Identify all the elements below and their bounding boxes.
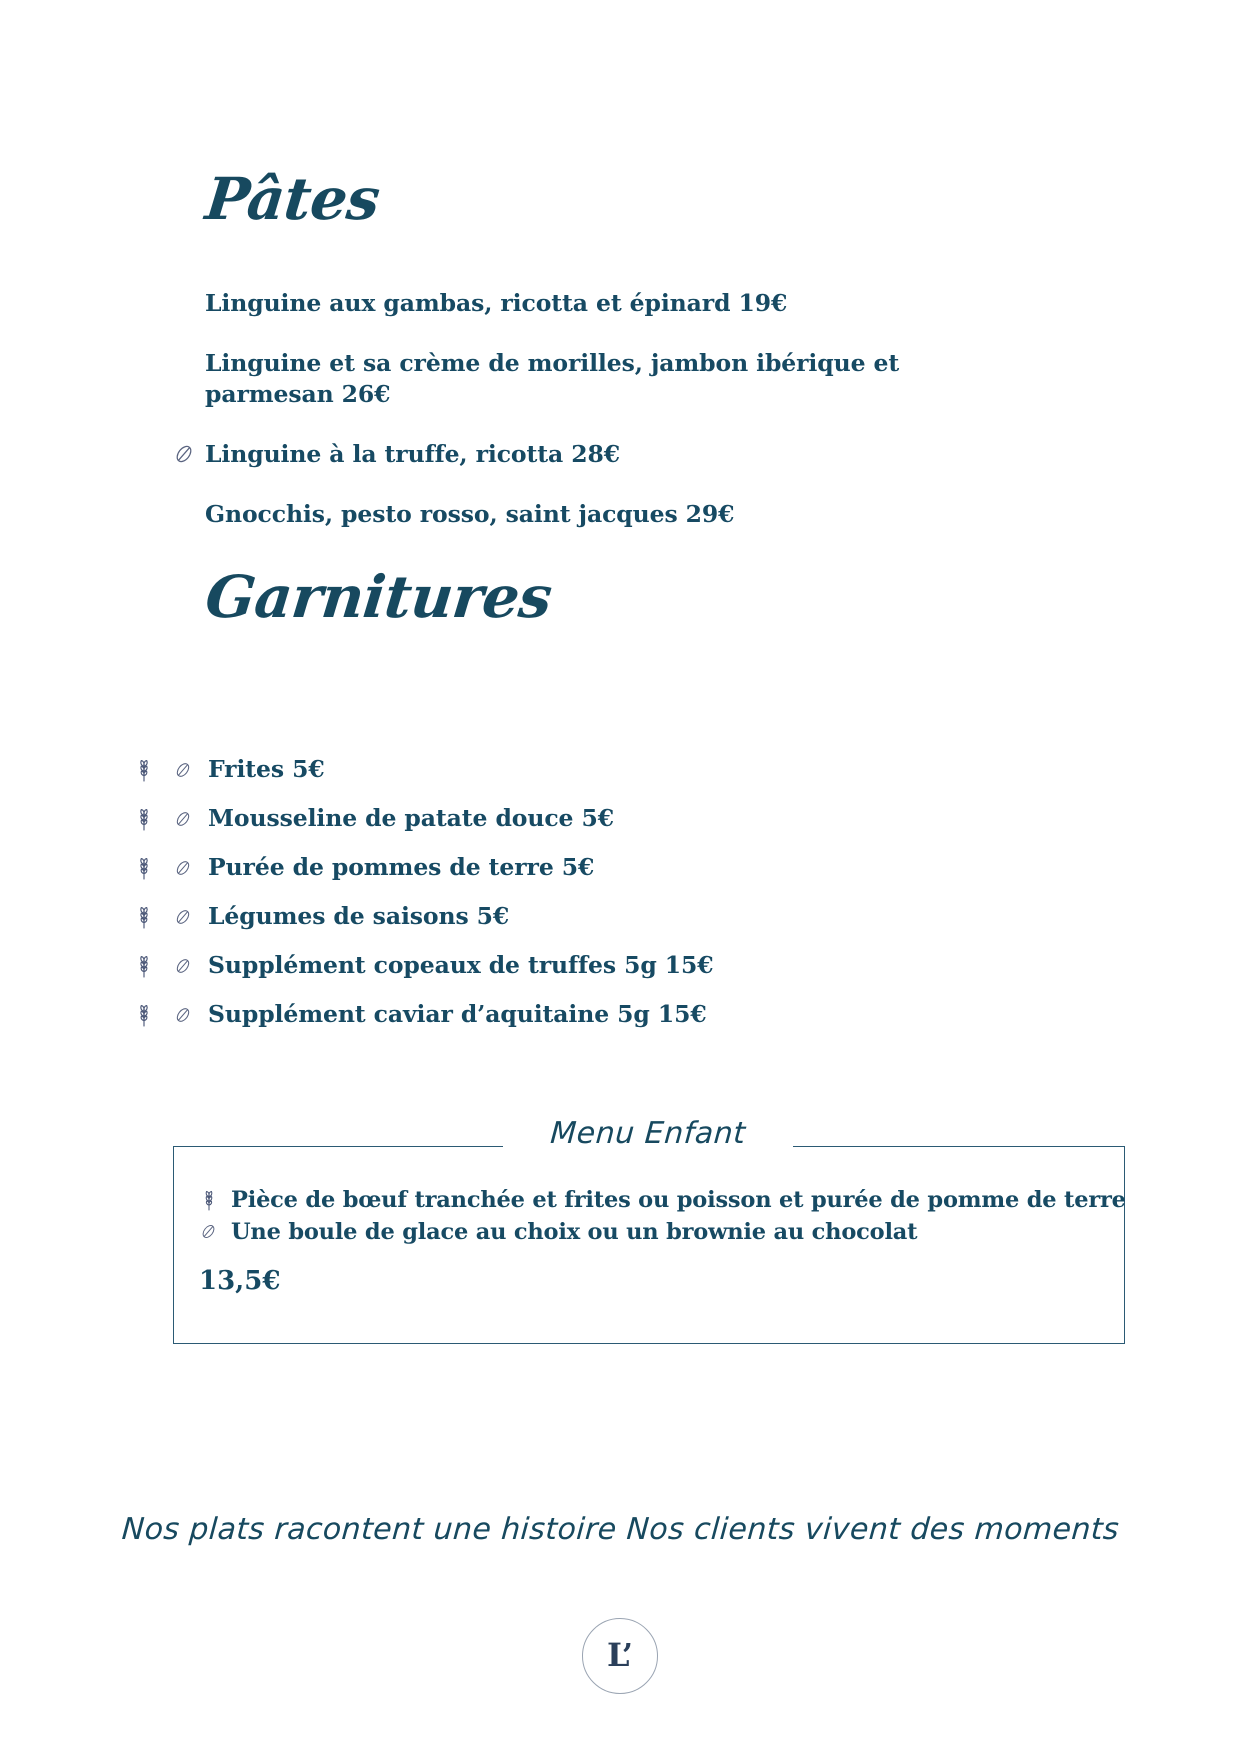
garnitures-item-list xyxy=(133,745,993,1039)
brand-logo xyxy=(582,1618,658,1694)
menu-item-row xyxy=(205,499,1005,530)
menu-item-row xyxy=(133,941,993,990)
menu-item-name: Une boule de glace au choix ou un brownie au chocolat xyxy=(231,1219,918,1245)
menu-item-name: Légumes de saisons 5€ xyxy=(208,901,510,930)
wheat-icon xyxy=(133,954,155,978)
footer-tagline: Nos plats racontent une histoire Nos clients vivent des moments xyxy=(120,1512,1121,1547)
wheat-icon xyxy=(133,758,155,782)
menu-item-row xyxy=(133,794,993,843)
menu-item-row xyxy=(133,745,993,794)
menu-item-name: Frites 5€ xyxy=(208,754,325,783)
menu-item-name: Gnocchis, pesto rosso, saint jacques 29€ xyxy=(205,500,735,529)
wheat-icon xyxy=(199,1189,219,1211)
leaf-icon xyxy=(172,442,196,466)
menu-item-row xyxy=(199,1216,1099,1248)
leaf-icon xyxy=(173,857,193,879)
menu-item-row xyxy=(205,439,1005,470)
menu-item-row xyxy=(133,892,993,941)
menu-item-row xyxy=(205,288,1005,319)
leaf-icon xyxy=(199,1221,219,1243)
menu-item-name: Linguine à la truffe, ricotta 28€ xyxy=(205,440,620,469)
menu-item-row xyxy=(199,1184,1126,1216)
section-heading-garnitures: Garnitures xyxy=(202,563,555,631)
section-heading-pates: Pâtes xyxy=(202,165,383,233)
menu-item-name: Linguine aux gambas, ricotta et épinard 19€ xyxy=(205,289,788,317)
menu-item-name: Supplément copeaux de truffes 5g 15€ xyxy=(208,950,714,979)
wheat-icon xyxy=(133,807,155,831)
menu-enfant-item-list xyxy=(199,1184,1126,1248)
menu-enfant-title: Menu Enfant xyxy=(549,1116,747,1151)
menu-enfant-box xyxy=(173,1116,1126,1344)
wheat-icon xyxy=(133,1003,155,1027)
leaf-icon xyxy=(173,808,193,830)
leaf-icon xyxy=(173,955,193,977)
menu-enfant-price: 13,5€ xyxy=(199,1266,281,1296)
menu-item-name: Purée de pommes de terre 5€ xyxy=(208,852,595,881)
menu-item-row xyxy=(133,990,993,1039)
menu-item-row xyxy=(205,348,1005,410)
menu-item-row xyxy=(133,843,993,892)
leaf-icon xyxy=(173,759,193,781)
menu-item-name: Mousseline de patate douce 5€ xyxy=(208,803,614,832)
pates-item-list xyxy=(205,288,1005,559)
brand-logo-text: L’ xyxy=(607,1636,633,1674)
wheat-icon xyxy=(133,856,155,880)
menu-item-name: Linguine et sa crème de morilles, jambon ibérique et parmesan 26€ xyxy=(205,349,900,409)
menu-item-name: Pièce de bœuf tranchée et frites ou poisson et purée de pomme de terre xyxy=(231,1187,1126,1213)
leaf-icon xyxy=(173,1004,193,1026)
leaf-icon xyxy=(173,906,193,928)
wheat-icon xyxy=(133,905,155,929)
menu-item-name: Supplément caviar d’aquitaine 5g 15€ xyxy=(208,999,707,1028)
